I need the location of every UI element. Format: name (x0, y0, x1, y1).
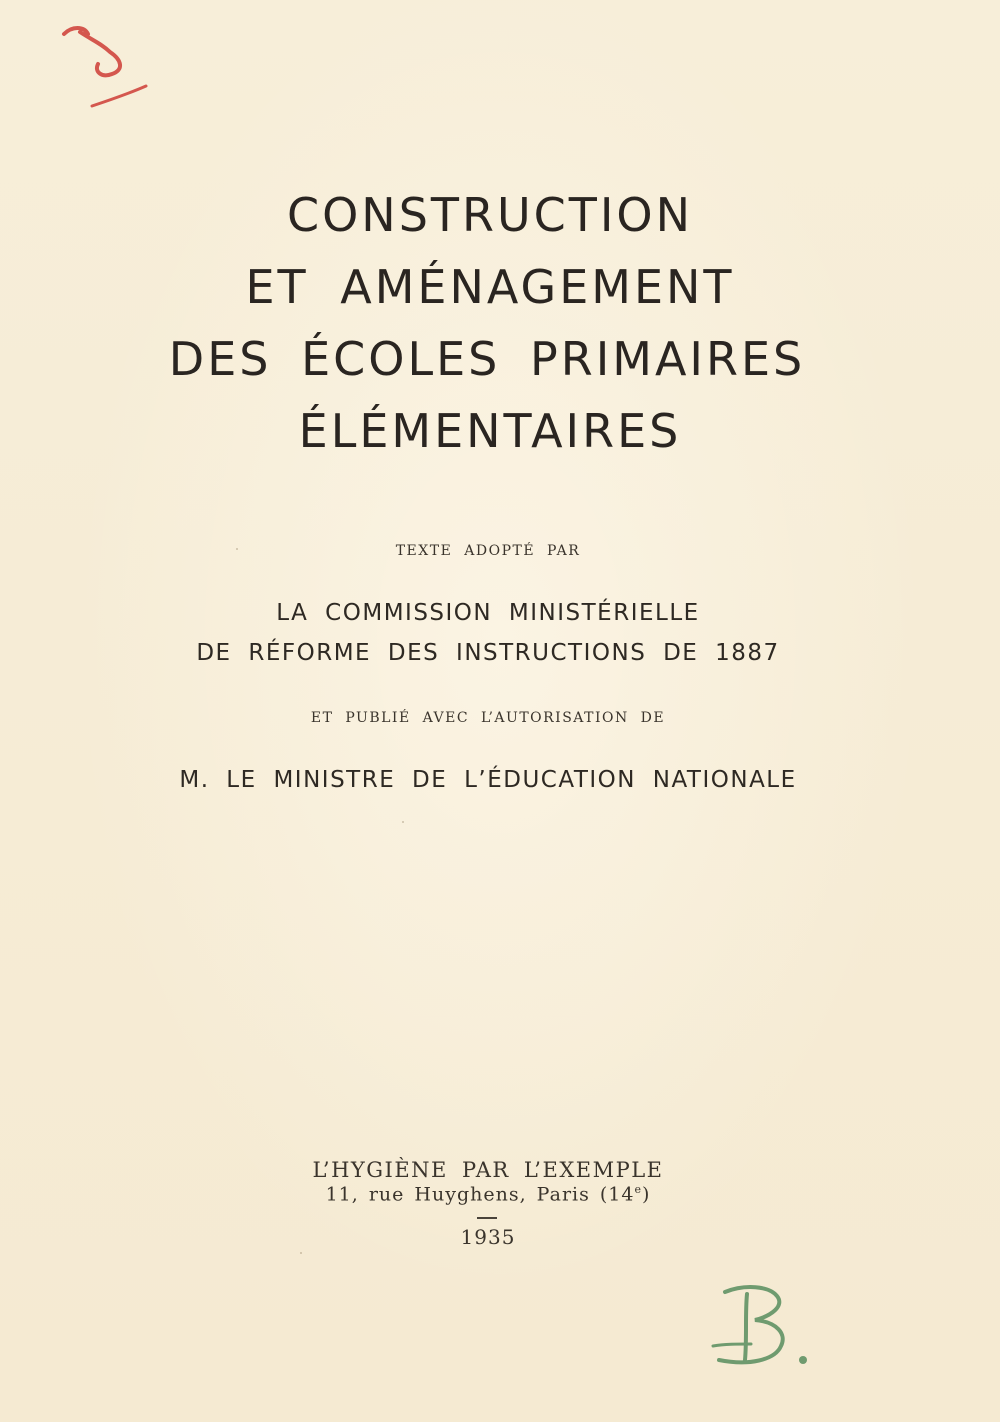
red-pencil-annotation-icon (58, 22, 158, 112)
published-with-text: ET PUBLIÉ AVEC L’AUTORISATION DE (310, 710, 666, 726)
title-line-2: ET AMÉNAGEMENT (245, 260, 735, 314)
year-divider (477, 1217, 497, 1219)
paper-speck (300, 1252, 302, 1254)
title-line-1: CONSTRUCTION (286, 188, 694, 242)
green-stamp-annotation-icon (705, 1280, 820, 1375)
address-main: 11, rue Huyghens, Paris (14 (325, 1183, 635, 1206)
title-line-4: ÉLÉMENTAIRES (298, 404, 682, 458)
adopted-by-text: TEXTE ADOPTÉ PAR (395, 543, 581, 559)
address-close: ) (642, 1183, 651, 1206)
paper-speck (236, 548, 238, 550)
publisher-address (0, 1183, 988, 1205)
commission-line-2: DE RÉFORME DES INSTRUCTIONS DE 1887 (196, 640, 780, 666)
publication-year: 1935 (460, 1225, 516, 1249)
publisher-name: L’HYGIÈNE PAR L’EXEMPLE (312, 1158, 664, 1182)
commission-line-1: LA COMMISSION MINISTÉRIELLE (276, 600, 700, 626)
minister-line: M. LE MINISTRE DE L’ÉDUCATION NATIONALE (179, 767, 797, 793)
title-line-3: DES ÉCOLES PRIMAIRES (168, 332, 806, 386)
address-superscript: e (634, 1183, 642, 1196)
paper-speck (402, 821, 404, 823)
